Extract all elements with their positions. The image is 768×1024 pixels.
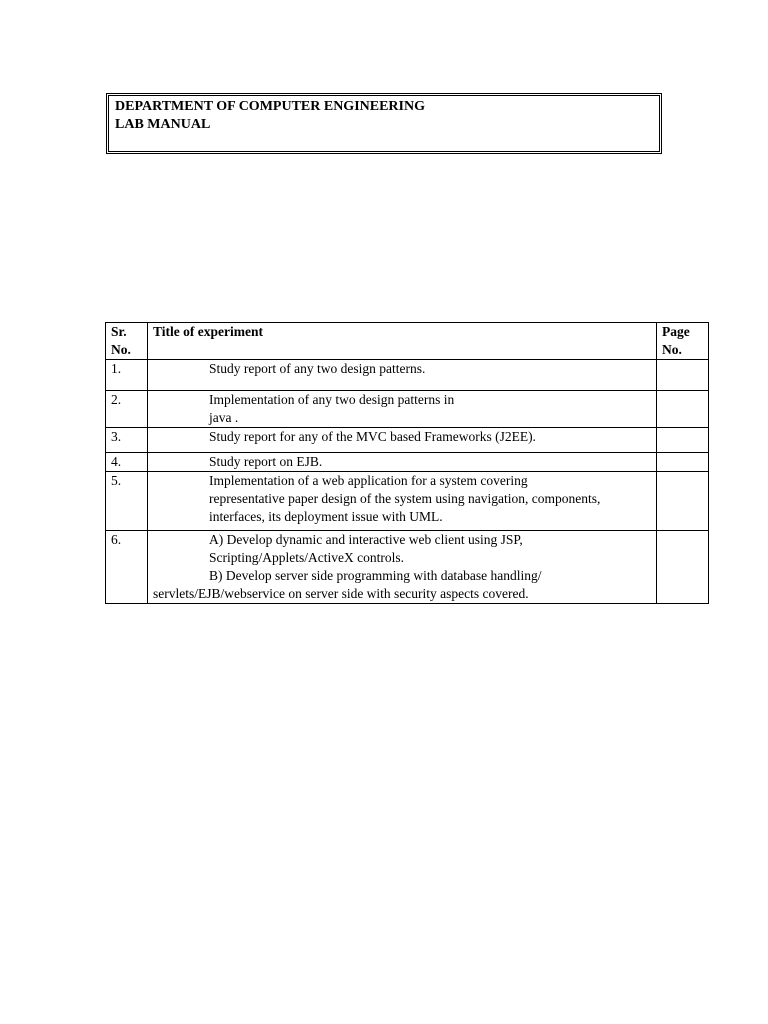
experiments-table [105,322,709,604]
page-no-cell [657,428,709,453]
experiment-title-line: java . [209,410,239,425]
experiment-title-line: Study report of any two design patterns. [209,361,426,376]
experiment-title-line: interfaces, its deployment issue with UML. [209,509,443,524]
table-row [106,472,709,531]
experiment-title-line: Scripting/Applets/ActiveX controls. [209,550,404,565]
sr-header-line: Sr. [111,324,127,339]
no-header-line: No. [111,342,131,357]
department-title: DEPARTMENT OF COMPUTER ENGINEERING [115,99,425,114]
experiment-title-cell [148,360,657,391]
experiment-title-cell [148,453,657,472]
experiment-title-cell [148,391,657,428]
title-header: Title of experiment [148,323,657,360]
sr-no-cell: 5. [106,472,148,531]
table-row [106,391,709,428]
sr-no-cell: 6. [106,531,148,604]
experiment-title-cell [148,531,657,604]
sr-no-cell: 4. [106,453,148,472]
page-no-cell [657,391,709,428]
page-no-header [657,323,709,360]
header-box [106,93,662,154]
experiment-title-line: Study report for any of the MVC based Frameworks (J2EE). [209,429,536,444]
experiment-title-line: representative paper design of the system using navigation, components, [209,491,601,506]
sr-no-header [106,323,148,360]
page-no-cell [657,531,709,604]
page-no-cell [657,453,709,472]
sr-no-cell: 3. [106,428,148,453]
experiment-title-line: Study report on EJB. [209,454,323,469]
table-row [106,360,709,391]
table-row [106,531,709,604]
table-row [106,453,709,472]
page-no-cell [657,360,709,391]
experiment-title-cell [148,428,657,453]
table-header-row [106,323,709,360]
experiment-title-line: Implementation of any two design patterns in [209,392,455,407]
manual-title: LAB MANUAL [115,117,211,132]
experiment-title-line: A) Develop dynamic and interactive web client using JSP, [209,532,523,547]
sr-no-cell: 2. [106,391,148,428]
table-row [106,428,709,453]
experiment-title-cell [148,472,657,531]
experiment-title-line: Implementation of a web application for a system covering [209,473,528,488]
experiment-title-line: B) Develop server side programming with database handling/ [209,568,542,583]
page-header-line: Page [662,324,690,339]
sr-no-cell: 1. [106,360,148,391]
page-no-cell [657,472,709,531]
page-no-header-line: No. [662,342,682,357]
experiment-title-line: servlets/EJB/webservice on server side with security aspects covered. [153,586,529,601]
